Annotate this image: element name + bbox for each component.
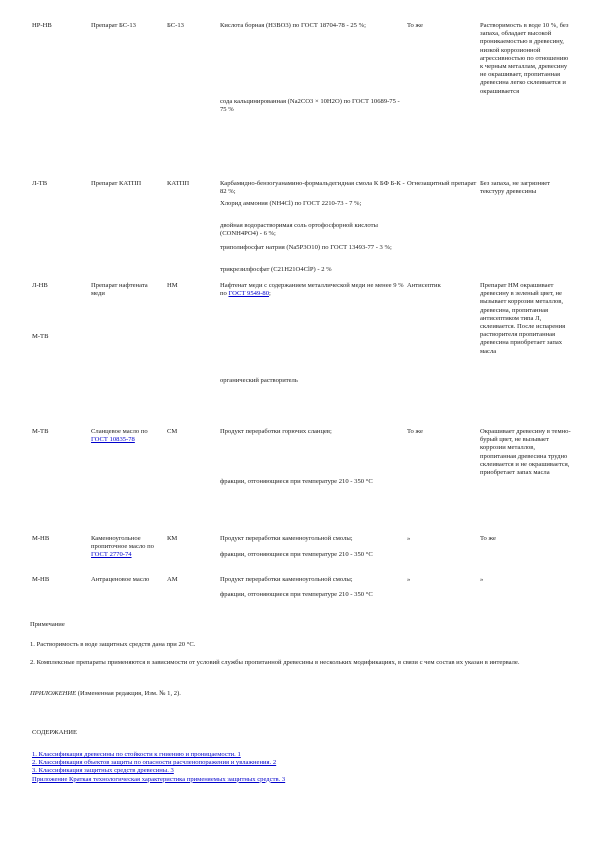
row4-code: М-ТВ xyxy=(32,428,49,435)
row5-purpose: » xyxy=(407,535,411,542)
row4-properties: Окрашивает древесину в темно-бурый цвет, не вызывает коррозии металлов, пропитанная древесина трудно склеивается и не окрашивается, приобретает запах масла xyxy=(480,428,571,477)
row1-name: Препарат БС-13 xyxy=(91,22,136,29)
row4-composition-2: фракции, отгоняющиеся при температуре 210 - 350 °С xyxy=(220,478,373,485)
row1-code: НР-НВ xyxy=(32,22,52,29)
row2-composition-5: трикрезилфосфат (C21H21O4ClP) - 2 % xyxy=(220,266,332,273)
row1-mark: БС-13 xyxy=(167,22,184,29)
toc-link-3[interactable]: 3. Классификация защитных средств древесины. 3 xyxy=(32,767,174,775)
row1-composition-1: Кислота борная (H3BO3) по ГОСТ 18704-78 - 25 %; xyxy=(220,22,366,29)
row3-code: Л-НВ xyxy=(32,282,48,289)
toc-link-1[interactable]: 1. Классификация древесины по стойкости к гниению и проницаемости. 1 xyxy=(32,751,241,758)
row6-mark: АМ xyxy=(167,576,178,583)
row3-composition-2: органический растворитель xyxy=(220,377,298,384)
row6-name: Антраценовое масло xyxy=(91,576,150,583)
toc-heading: СОДЕРЖАНИЕ xyxy=(32,729,78,736)
row1-properties: Растворимость в воде 10 %, без запаха, обладает высокой проникаемостью в древесину, низкой коррозионной агрессивностью по отношению к черным металлам, древесину не окрашивает, пропитанная древесина легко склеивается и окрашивается xyxy=(480,22,569,95)
row6-composition-2: фракции, отгоняющиеся при температуре 210 - 350 °С xyxy=(220,591,373,598)
notes-heading: Примечание xyxy=(30,621,65,628)
row5-properties: То же xyxy=(480,535,496,542)
row6-purpose: » xyxy=(407,576,411,583)
row4-composition-1: Продукт переработки горючих сланцев; xyxy=(220,428,332,435)
gost-10835-link[interactable]: ГОСТ 10835-78 xyxy=(91,436,135,444)
toc-list xyxy=(32,751,552,784)
row2-code: Л-ТВ xyxy=(32,180,48,187)
row5-code: М-НВ xyxy=(32,535,50,542)
row3-purpose: Антисептик xyxy=(407,282,441,289)
row5-composition-2: фракции, отгоняющиеся при температуре 210 - 350 °С xyxy=(220,551,373,558)
row2-composition-1: Карбамидно-бензогуанамино-формальдегидная смола К БФ Б-К - 82 %; xyxy=(220,180,405,196)
row2-composition-4: триполифосфат натрия (Na5P3O10) по ГОСТ 13493-77 - 3 %; xyxy=(220,244,392,251)
note-1: 1. Растворимость в воде защитных средств дана при 20 °С. xyxy=(30,641,196,648)
row2-name: Препарат КАТПП xyxy=(91,180,142,187)
note-2: 2. Комплексные препараты применяются в зависимости от условий службы пропитанной древесины в нескольких модификациях, в связи с чем состав их указан в интервале. xyxy=(30,659,520,666)
toc-link-appendix[interactable]: Приложение Краткая технологическая характеристика применяемых защитных средств. 3 xyxy=(32,775,286,783)
row2-properties: Без запаха, не загрязняет текстуру древесины xyxy=(480,180,551,196)
row3-mark: НМ xyxy=(167,282,178,289)
row3-name: Препарат нафтената меди xyxy=(91,282,148,298)
row1-purpose: То же xyxy=(407,22,423,29)
row5-composition-1: Продукт переработки каменноугольной смолы; xyxy=(220,535,353,542)
row3-composition-1: Нафтенат меди с содержанием металлической меди не менее 9 % по ГОСТ 9549-80; xyxy=(220,282,404,298)
row3-properties: Препарат НМ окрашивает древесину в зеленый цвет, не вызывает коррозии металлов, древесина, пропитанная антисептиком типа Л, склеивается. После испарения растворителя пропитанная древесина приобретает запах масла xyxy=(480,282,566,355)
row2-purpose: Огнезащитный препарат xyxy=(407,180,477,187)
row2-composition-3: двойная водорастворимая соль ортофосфорной кислоты (CONH4PO4) - 6 %; xyxy=(220,222,378,238)
row5-mark: КМ xyxy=(167,535,178,542)
row2-composition-2: Хлорид аммония (NH4Cl) по ГОСТ 2210-73 - 7 %; xyxy=(220,200,362,207)
row5-name: Каменноугольное пропиточное масло по ГОСТ 2770-74 xyxy=(91,535,154,559)
row6-properties: » xyxy=(480,576,484,583)
row1-composition-2: сода кальцинированная (Na2CO3 × 10H2O) по ГОСТ 10689-75 - 75 % xyxy=(220,98,400,114)
appendix-note: ПРИЛОЖЕНИЕ (Измененная редакция, Изм. № 1, 2). xyxy=(30,690,181,697)
toc-link-2[interactable]: 2. Классификация объектов защиты по опасности расчленопоражения и увлажнения. 2 xyxy=(32,759,277,767)
gost-9549-link[interactable]: ГОСТ 9549-80 xyxy=(228,290,270,298)
row2-mark: КАТПП xyxy=(167,180,190,187)
row4-name: Сланцевое масло по ГОСТ 10835-78 xyxy=(91,428,148,444)
gost-2770-link[interactable]: ГОСТ 2770-74 xyxy=(91,551,132,559)
row4-purpose: То же xyxy=(407,428,423,435)
row6-code: М-НВ xyxy=(32,576,50,583)
row4-mark: СМ xyxy=(167,428,178,435)
row3-code-2: М-ТВ xyxy=(32,333,49,340)
row6-composition-1: Продукт переработки каменноугольной смолы; xyxy=(220,576,353,583)
